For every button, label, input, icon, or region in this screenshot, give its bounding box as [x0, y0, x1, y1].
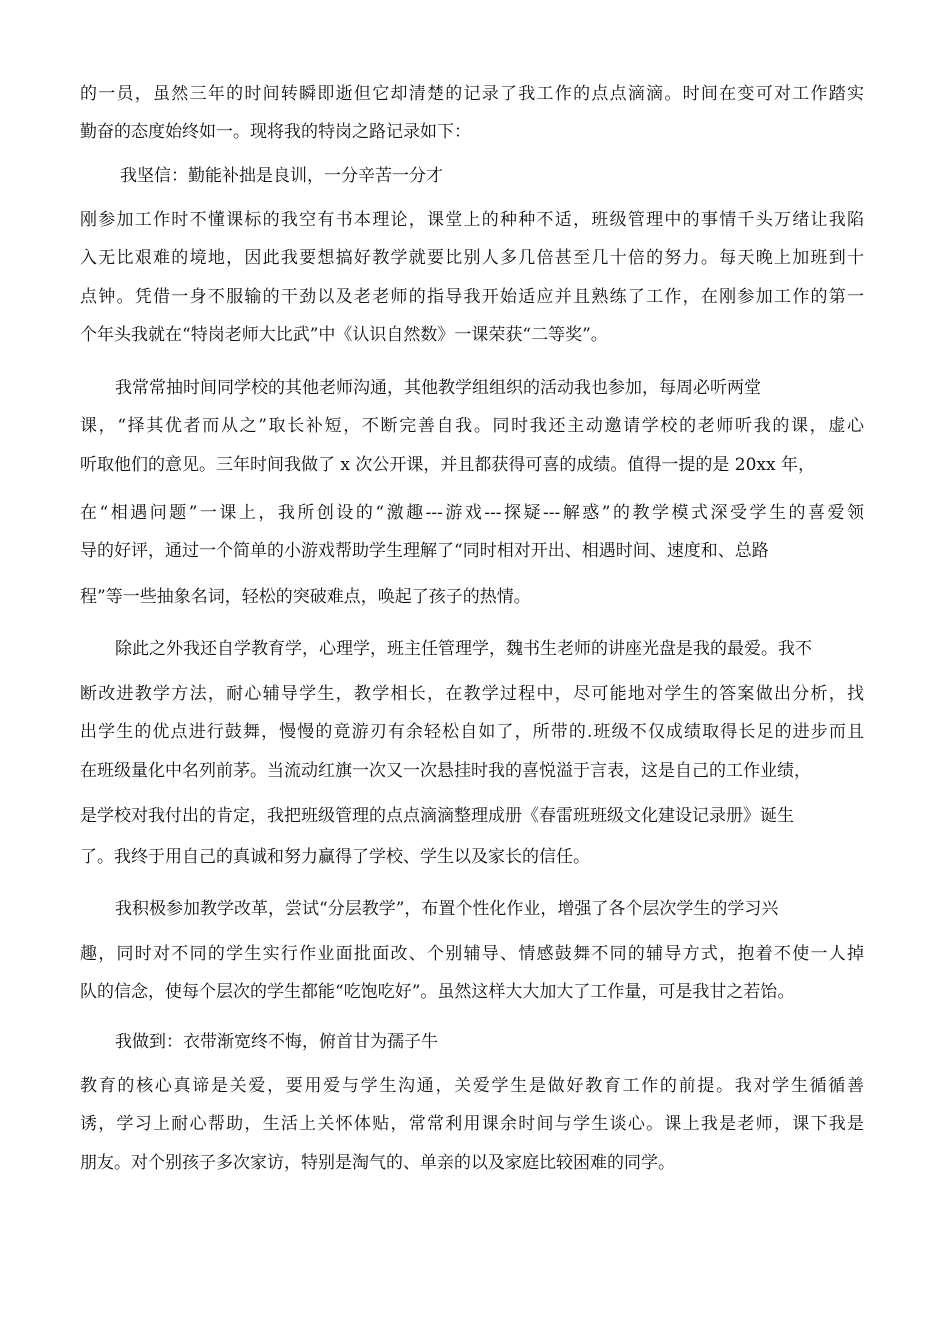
paragraph-line: 朋友。对个别孩子多次家访，特别是淘气的、单亲的以及家庭比较困难的同学。 [80, 1153, 675, 1173]
paragraph-line: 我积极参加教学改革，尝试“分层教学”，布置个性化作业，增强了各个层次学生的学习兴 [115, 899, 779, 919]
section-heading: 我坚信：勤能补拙是良训，一分辛苦一分才 [120, 166, 443, 186]
paragraph-line: 趣，同时对不同的学生实行作业面批面改、个别辅导、情感鼓舞不同的辅导方式，抱着不使一人掉 [80, 944, 864, 964]
paragraph-line: 是学校对我付出的肯定，我把班级管理的点点滴滴整理成册《春雷班班级文化建设记录册》诞生 [80, 806, 794, 826]
paragraph-line: 课，“择其优者而从之”取长补短，不断完善自我。同时我还主动邀请学校的老师听我的课，虚心 [80, 416, 864, 436]
paragraph-line: 教育的核心真谛是关爱，要用爱与学生沟通，关爱学生是做好教育工作的前提。我对学生循循善 [80, 1076, 864, 1096]
paragraph-line: 个年头我就在“特岗老师大比武”中《认识自然数》一课荣获“二等奖”。 [80, 325, 608, 345]
paragraph-line: 了。我终于用自己的真诚和努力赢得了学校、学生以及家长的信任。 [80, 847, 590, 867]
paragraph-line: 在班级量化中名列前茅。当流动红旗一次又一次悬挂时我的喜悦溢于言表，这是自己的工作业绩， [80, 761, 811, 781]
paragraph-line: 诱，学习上耐心帮助，生活上关怀体贴，常常利用课余时间与学生谈心。课上我是老师，课下我是 [80, 1114, 864, 1134]
paragraph-line: 的一员，虽然三年的时间转瞬即逝但它却清楚的记录了我工作的点点滴滴。时间在变可对工作踏实 [80, 84, 864, 104]
paragraph-line: 点钟。凭借一身不服输的干劲以及老老师的指导我开始适应并且熟练了工作，在刚参加工作的第一 [80, 287, 864, 307]
paragraph-line: 刚参加工作时不懂课标的我空有书本理论，课堂上的种种不适，班级管理中的事情千头万绪让我陷 [80, 210, 864, 230]
paragraph-line: 除此之外我还自学教育学，心理学，班主任管理学，魏书生老师的讲座光盘是我的最爱。我不 [115, 639, 812, 659]
section-heading: 我做到：衣带渐宽终不悔，俯首甘为孺子牛 [115, 1032, 438, 1052]
paragraph-line: 勤奋的态度始终如一。现将我的特岗之路记录如下： [80, 122, 471, 142]
paragraph-line: 导的好评，通过一个简单的小游戏帮助学生理解了“同时相对开出、相遇时间、速度和、总路 [80, 541, 769, 561]
paragraph-line: 入无比艰难的境地，因此我要想搞好教学就要比别人多几倍甚至几十倍的努力。每天晚上加班到十 [80, 248, 864, 268]
paragraph-line: 听取他们的意见。三年时间我做了 x 次公开课，并且都获得可喜的成绩。值得一提的是 20xx 年， [80, 455, 816, 475]
paragraph-line: 出学生的优点进行鼓舞，慢慢的竟游刃有余轻松自如了，所带的.班级不仅成绩取得长足的进步而且 [80, 722, 864, 742]
paragraph-line: 在“相遇问题”一课上，我所创设的“激趣---游戏---探疑---解惑”的教学模式深受学生的喜爱领 [80, 503, 864, 523]
paragraph-line: 断改进教学方法，耐心辅导学生，教学相长，在教学过程中，尽可能地对学生的答案做出分析，找 [80, 684, 864, 704]
paragraph-line: 我常常抽时间同学校的其他老师沟通，其他教学组组织的活动我也参加，每周必听两堂 [115, 378, 761, 398]
paragraph-line: 程”等一些抽象名词，轻松的突破难点，唤起了孩子的热情。 [80, 587, 531, 607]
paragraph-line: 队的信念，使每个层次的学生都能“吃饱吃好”。虽然这样大大加大了工作量，可是我甘之若饴。 [80, 982, 795, 1002]
